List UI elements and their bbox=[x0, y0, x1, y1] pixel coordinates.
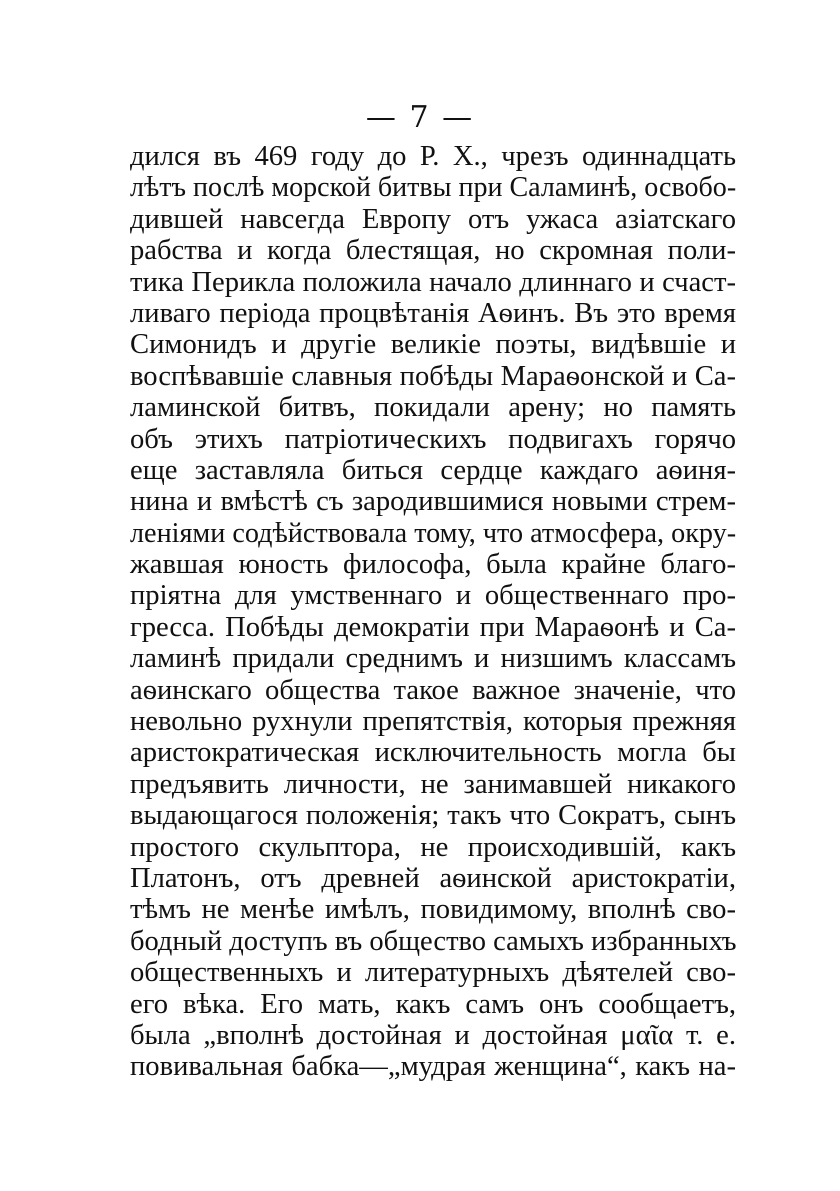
text-line: общественныхъ и литературныхъ дѣятелей сво- bbox=[130, 957, 736, 989]
text-line: рабства и когда блестящая, но скромная поли- bbox=[130, 235, 736, 267]
text-line: лѣтъ послѣ морской битвы при Саламинѣ, освобо- bbox=[130, 172, 737, 204]
text-line: выдающагося положенія; такъ что Сократъ, сынъ bbox=[130, 800, 736, 832]
text-line: аѳинскаго общества такое важное значеніе, что bbox=[130, 674, 736, 706]
text-line: еще заставляла биться сердце каждаго аѳиня- bbox=[130, 454, 736, 486]
text-line: невольно рухнули препятствія, которыя прежняя bbox=[130, 706, 736, 738]
text-line: его вѣка. Его мать, какъ самъ онъ сообщаетъ, bbox=[130, 988, 736, 1020]
text-line: дившей навсегда Европу отъ ужаса азіатскаго bbox=[130, 203, 736, 235]
text-line: ливаго періода процвѣтанія Аѳинъ. Въ это время bbox=[130, 297, 736, 329]
text-line: жавшая юность философа, была крайне благо- bbox=[130, 549, 736, 581]
text-line: объ этихъ патріотическихъ подвигахъ горячо bbox=[130, 423, 736, 455]
text-line: бодный доступъ въ общество самыхъ избранныхъ bbox=[130, 925, 737, 957]
text-line: Симонидъ и другіе великіе поэты, видѣвшіе и bbox=[130, 329, 736, 361]
text-line: тика Перикла положила начало длиннаго и счаст- bbox=[130, 266, 736, 298]
text-line: предъявить личности, не занимавшей никакого bbox=[130, 768, 736, 800]
page-number: — 7 — bbox=[365, 100, 475, 135]
text-line: Платонъ, отъ древней аѳинской аристократіи, bbox=[130, 862, 736, 894]
text-line: аристократическая исключительность могла бы bbox=[130, 737, 736, 769]
text-line: тѣмъ не менѣе имѣлъ, повидимому, вполнѣ сво- bbox=[130, 894, 736, 926]
text-line: ламинѣ придали среднимъ и низшимъ классамъ bbox=[130, 643, 736, 675]
text-line: воспѣвавшіе славныя побѣды Мараѳонской и Са- bbox=[130, 360, 736, 392]
text-line: повивальная бабка—„мудрая женщина“, какъ на- bbox=[130, 1051, 736, 1083]
text-line: леніями содѣйствовала тому, что атмосфера, окру- bbox=[130, 517, 737, 549]
text-line: нина и вмѣстѣ съ зародившимися новыми стрем- bbox=[130, 486, 736, 518]
text-line: ламинской битвъ, покидали арену; но память bbox=[130, 392, 736, 424]
text-line: простого скульптора, не происходившій, какъ bbox=[130, 831, 736, 863]
text-line: пріятна для умственнаго и общественнаго про- bbox=[130, 580, 736, 612]
body-text bbox=[130, 141, 736, 1083]
text-line: была „вполнѣ достойная и достойная μαῖα т. е. bbox=[130, 1019, 736, 1051]
text-line: гресса. Побѣды демократіи при Мараѳонѣ и Са- bbox=[130, 611, 736, 643]
text-line: дился въ 469 году до Р. Х., чрезъ одиннадцать bbox=[130, 141, 736, 172]
